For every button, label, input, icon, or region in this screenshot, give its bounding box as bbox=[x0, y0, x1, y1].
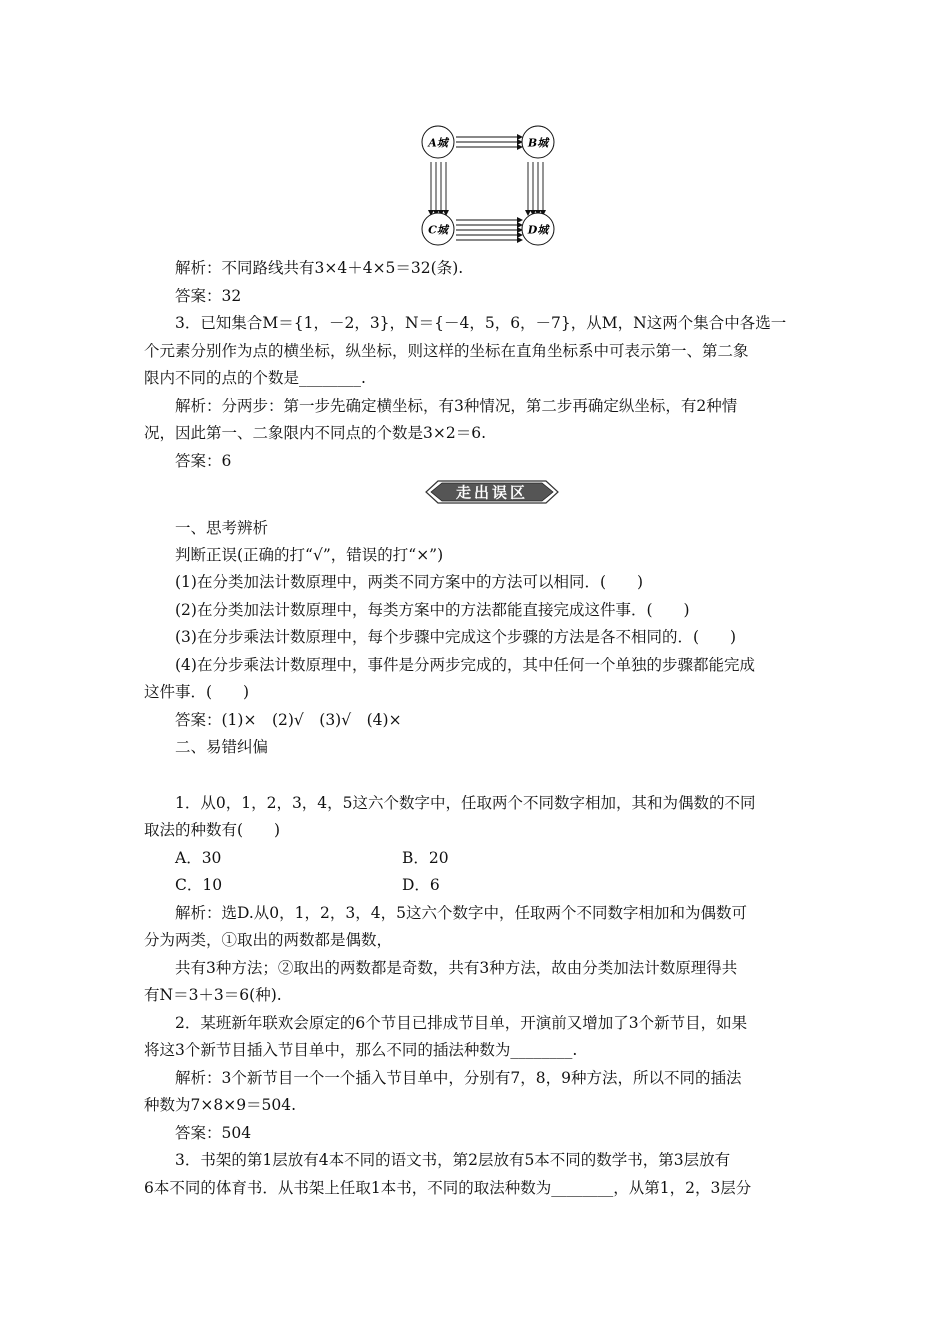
judge-instruction: 判断正误(正确的打“√”，错误的打“×”) bbox=[175, 546, 444, 564]
arrows-b-to-d bbox=[528, 162, 543, 215]
problem-2-line-2: 将这3个新节目插入节目单中，那么不同的插法种数为________. bbox=[144, 1041, 578, 1059]
solution-3-line-2: 况，因此第一、二象限内不同点的个数是3×2＝6. bbox=[144, 424, 487, 442]
svg-text:A城: A城 bbox=[428, 136, 448, 150]
solution-1-line-1: 解析：选D.从0，1，2，3，4，5这六个数字中，任取两个不同数字相加和为偶数可 bbox=[175, 904, 747, 922]
banner-title: 走出误区 bbox=[455, 483, 529, 502]
problem-3-line-1: 3．已知集合M＝{1，－2，3}，N＝{－4，5，6，－7}，从M，N这两个集合中各选一 bbox=[175, 314, 787, 332]
svg-text:D城: D城 bbox=[527, 223, 549, 237]
arrows-a-to-c bbox=[431, 162, 446, 215]
problem-3-line-2: 个元素分别作为点的横坐标，纵坐标，则这样的坐标在直角坐标系中可表示第一、第二象 bbox=[144, 342, 749, 360]
option-b: B．20 bbox=[402, 849, 449, 867]
section-banner bbox=[424, 479, 560, 505]
problem-1-line-2: 取法的种数有( ) bbox=[144, 821, 281, 839]
option-d: D．6 bbox=[402, 876, 440, 894]
option-a: A．30 bbox=[175, 849, 222, 867]
solution-line: 解析：不同路线共有3×4＋4×5＝32(条). bbox=[175, 259, 464, 277]
solution-1-line-4: 有N＝3＋3＝6(种). bbox=[144, 986, 282, 1004]
svg-text:B城: B城 bbox=[527, 136, 549, 150]
solution-2-line-1: 解析：3个新节目一个一个插入节目单中，分别有7，8，9种方法，所以不同的插法 bbox=[175, 1069, 742, 1087]
judge-item-1: (1)在分类加法计数原理中，两类不同方案中的方法可以相同．( ) bbox=[175, 573, 644, 591]
node-b bbox=[522, 126, 554, 158]
judge-answers: 答案：(1)× (2)√ (3)√ (4)× bbox=[175, 711, 402, 729]
solution-1-line-3: 共有3种方法；②取出的两数都是奇数，共有3种方法，故由分类加法计数原理得共 bbox=[175, 959, 738, 977]
arrows-a-to-b bbox=[456, 137, 522, 147]
svg-text:C城: C城 bbox=[428, 223, 448, 237]
solution-3-line-1: 解析：分两步：第一步先确定横坐标，有3种情况，第二步再确定纵坐标，有2种情 bbox=[175, 397, 738, 415]
judge-item-3: (3)在分步乘法计数原理中，每个步骤中完成这个步骤的方法是各不相同的．( ) bbox=[175, 628, 737, 646]
problem-1-line-1: 1．从0，1，2，3，4，5这六个数字中，任取两个不同数字相加，其和为偶数的不同 bbox=[175, 794, 756, 812]
solution-1-line-2: 分为两类，①取出的两数都是偶数， bbox=[144, 931, 393, 949]
answer-3-line: 答案：6 bbox=[175, 452, 232, 470]
answer-2-line: 答案：504 bbox=[175, 1124, 252, 1142]
problem-3b-line-1: 3．书架的第1层放有4本不同的语文书，第2层放有5本不同的数学书，第3层放有 bbox=[175, 1151, 731, 1169]
judge-item-2: (2)在分类加法计数原理中，每类方案中的方法都能直接完成这件事．( ) bbox=[175, 601, 690, 619]
heading-errors: 二、易错纠偏 bbox=[175, 738, 269, 756]
problem-3b-line-2: 6本不同的体育书．从书架上任取1本书，不同的取法种数为________，从第1，2，3层分 bbox=[144, 1179, 752, 1197]
node-c bbox=[422, 213, 454, 245]
problem-2-line-1: 2．某班新年联欢会原定的6个节目已排成节目单，开演前又增加了3个新节目，如果 bbox=[175, 1014, 748, 1032]
node-d bbox=[522, 213, 554, 245]
node-a bbox=[422, 126, 454, 158]
answer-line: 答案：32 bbox=[175, 287, 242, 305]
judge-item-4-line-1: (4)在分步乘法计数原理中，事件是分两步完成的，其中任何一个单独的步骤都能完成 bbox=[175, 656, 755, 674]
solution-2-line-2: 种数为7×8×9＝504. bbox=[144, 1096, 297, 1114]
problem-3-line-3: 限内不同的点的个数是________. bbox=[144, 369, 366, 387]
judge-item-4-line-2: 这件事．( ) bbox=[144, 683, 250, 701]
heading-thinking: 一、思考辨析 bbox=[175, 519, 269, 537]
option-c: C．10 bbox=[175, 876, 223, 894]
city-route-diagram bbox=[410, 122, 560, 248]
arrows-c-to-d bbox=[456, 220, 522, 240]
